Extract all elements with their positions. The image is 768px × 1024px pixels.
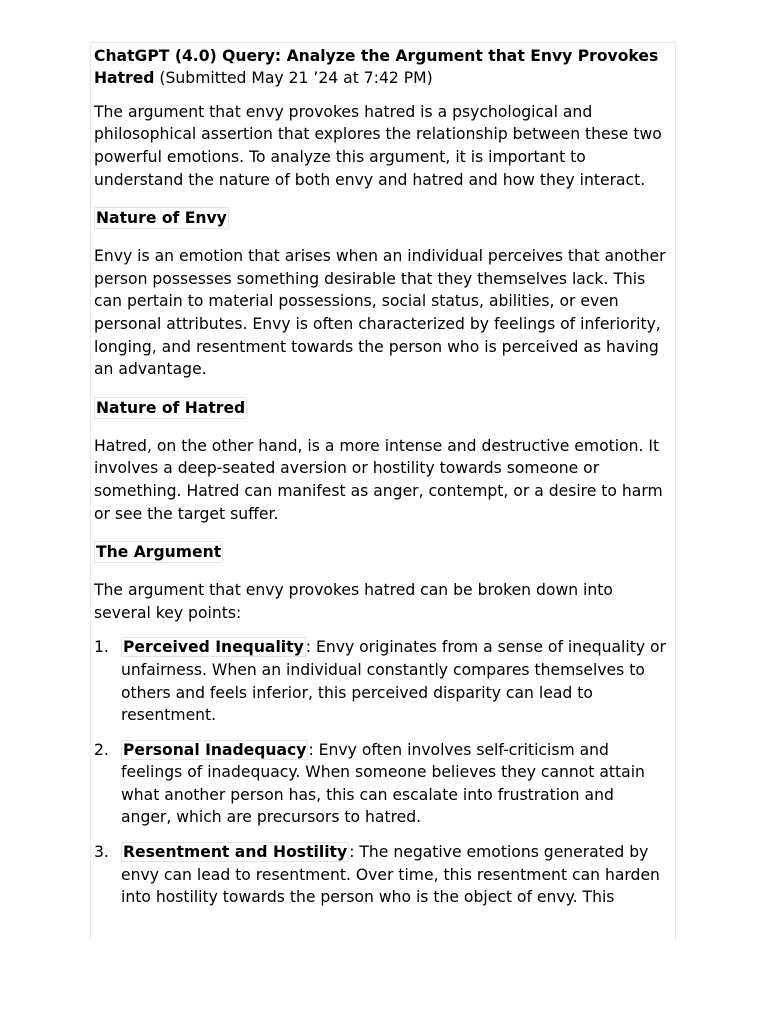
point-text: : Envy originates from a sense of inequality or unfairness. When an individual constantly compares themselves to others and feels inferior, this perceived disparity can lead to resentment. — [121, 638, 666, 725]
section-nature-of-hatred — [94, 393, 669, 525]
list-item — [94, 739, 669, 829]
section-heading: Nature of Hatred — [96, 398, 246, 417]
point-text: : Envy often involves self-criticism and feelings of inadequacy. When someone believes they cannot attain what another person has, this can escalate into frustration and anger, which are precursors to hatred. — [121, 740, 645, 827]
section-heading: Nature of Envy — [96, 209, 227, 228]
section-body: The argument that envy provokes hatred can be broken down into several key points: — [94, 581, 613, 622]
point-term: Perceived Inequality — [123, 638, 304, 657]
key-points-list — [94, 636, 669, 909]
point-term: Personal Inadequacy — [123, 740, 307, 759]
section-the-argument — [94, 537, 669, 624]
point-term: Resentment and Hostility — [123, 843, 348, 862]
document-page — [90, 42, 676, 940]
section-nature-of-envy — [94, 203, 669, 381]
point-text: : The negative emotions generated by envy can lead to resentment. Over time, this resentment can harden into hostility towards the person who is the object of envy. This — [121, 843, 660, 907]
list-number: 2. — [94, 740, 109, 759]
list-item — [94, 841, 669, 909]
intro-paragraph: The argument that envy provokes hatred is a psychological and philosophical assertion that explores the relationship between these two powerful emotions. To analyze this argument, it is important to understand the nature of both envy and hatred and how they interact. — [94, 102, 662, 189]
list-number: 1. — [94, 638, 109, 657]
title-submitted-date: (Submitted May 21 ’24 at 7:42 PM) — [154, 69, 433, 88]
list-item — [94, 636, 669, 726]
section-body: Hatred, on the other hand, is a more intense and destructive emotion. It involves a deep-seated aversion or hostility towards someone or something. Hatred can manifest as anger, contempt, or a desire to harm or see the target suffer. — [94, 436, 663, 523]
section-heading: The Argument — [96, 543, 222, 562]
list-number: 3. — [94, 843, 109, 862]
title-query: ChatGPT (4.0) Query: Analyze the Argument that Envy Provokes Hatred — [94, 47, 659, 88]
document-title — [94, 45, 669, 90]
section-body: Envy is an emotion that arises when an individual perceives that another person possesses something desirable that they themselves lack. This can pertain to material possessions, social status, abilities, or even personal attributes. Envy is often characterized by feelings of inferiority, longing, and resentment towards the person who is perceived as having an advantage. — [94, 247, 666, 379]
